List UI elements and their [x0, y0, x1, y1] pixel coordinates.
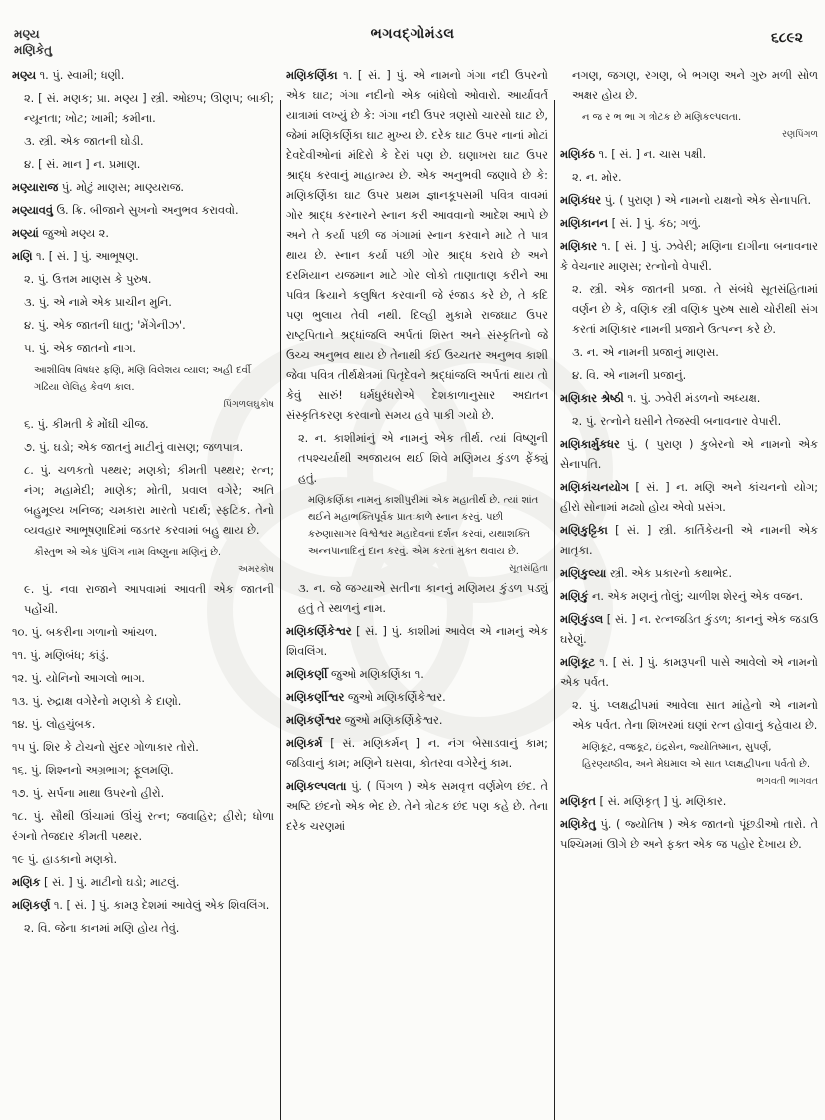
dictionary-entry — [12, 646, 274, 666]
definition-text: ૧. [ સં. ] પું. આભૂષણ. — [35, 250, 139, 263]
definition-text: ૧૦. પું. બકરીના ગળાનો આંચળ. — [12, 626, 158, 639]
definition-text: ૧૬. પું. શિશ્નનો અગ્રભાગ; ફૂલમણિ. — [12, 764, 174, 777]
definition-text: ૧૧. પું. મણિબંધ; કાંડું. — [12, 649, 109, 662]
headword: મણિકર્ણિકા — [286, 69, 338, 82]
page-header — [0, 0, 825, 60]
headword: મણિકુંડલ — [560, 613, 604, 626]
sense-item — [560, 280, 818, 340]
definition-text: ૭. પું. ઘડો; એક જાતનું માટીનું વાસણ; જળપાત્ર. — [24, 441, 244, 454]
definition-text: ૧. [ સં. ] પું. ઝવેરી; મણિના દાગીના બનાવનાર કે વેચનાર માણસ; રત્નોનો વેપારી. — [560, 240, 818, 273]
dictionary-entry — [286, 688, 548, 708]
headword: મણિકૃત — [560, 795, 596, 808]
dictionary-entry — [12, 247, 274, 267]
dictionary-entry — [560, 389, 818, 409]
sense-item — [12, 415, 274, 435]
dictionary-entry — [560, 214, 818, 234]
citation-quote: મણિકૂટ, વજ્રકૂટ, ઇંદ્રસેન, જ્યોતિષ્માન, સુપર્ણ, હિરણ્યષ્ઠીવ, અને મેઘમાલ એ સાત પ્લક્ષદ્વીપના પર્વતો છે. — [582, 742, 811, 770]
definition-text: ૧. [ સં. ] પું. કામરૂપની પાસે આવેલો એ નામનો એક પર્વત. — [560, 656, 818, 689]
book-title: ભગવદ્ગોમંડલ — [370, 26, 455, 42]
sense-item — [12, 339, 274, 359]
dictionary-entry — [560, 435, 818, 475]
definition-text: ૮. પું. ચળકતો પથ્થર; મણકો; કીમતી પથ્થર; રત્ન; નંગ; મહામેદી; માણેક; મોતી, પ્રવાલ વગેરે; અતિ બહુમૂલ્ય ખનિજ; ચમકારા મારતો પદાર્થ; સ્ફટિક. તેનો વ્યવહાર આભૂષણાદિમાં જડતર કરવામાં બહુ થાય છે. — [24, 464, 274, 537]
definition-text: ૨. પું. પ્લક્ષદ્વીપમાં આવેલા સાત માંહેનો એ નામનો એક પર્વત. તેના શિખરમાં ઘણાં રત્ન હોવાનું કહેવાય છે. — [572, 699, 818, 732]
column-1 — [12, 66, 274, 1086]
dictionary-entry — [12, 896, 274, 916]
dictionary-entry — [560, 478, 818, 518]
headword: મણિકર્મ — [286, 737, 323, 750]
sense-item — [12, 293, 274, 313]
definition-text: ૫. પું. એક જાતનો નાગ. — [24, 342, 136, 355]
headword: મણ્યારાજ — [12, 181, 59, 194]
dictionary-entry — [560, 587, 818, 607]
definition-text: ૧૫ પું. શિર કે ટોચનો સુંદર ગોળાકાર તોરો. — [12, 741, 199, 754]
column-2 — [286, 66, 548, 1086]
definition-text: ૧૨. પું. યોનિનો આગલો ભાગ. — [12, 672, 145, 685]
dictionary-columns — [12, 66, 817, 1086]
sense-item — [12, 438, 274, 458]
definition-text: ૩. ન. જે જગ્યાએ સતીના કાનનું મણિમય કુંડળ પડ્યું હતું તે સ્થળનું નામ. — [298, 582, 548, 615]
headword: મણિકાર — [560, 240, 597, 253]
column-divider — [554, 100, 555, 1120]
headword: મણિકંઠ — [560, 148, 595, 161]
sense-item — [12, 919, 274, 939]
definition-text: ૨. વિ. જેના કાનમાં મણિ હોય તેવું. — [24, 922, 180, 935]
headword: મણિકર્ણીશ્વર — [286, 691, 345, 704]
definition-text: ૨. [ સં. મણક; પ્રા. મણ્ય ] સ્ત્રી. ઓછપ; ઊણપ; બાકી; ન્યૂનતા; ખોટ; ખામી; કમીના. — [24, 92, 274, 125]
definition-text: [ સં. ] પું. કંઠ; ગળું. — [611, 217, 702, 230]
citation-source: પિંગળલઘુકોષ — [223, 399, 274, 410]
sense-item — [12, 89, 274, 129]
headword: મણિકલ્પલતા — [286, 780, 347, 793]
sense-item — [12, 155, 274, 175]
definition-text: ૪. વિ. એ નામની પ્રજાનું. — [572, 369, 687, 382]
guide-word-last: મણિકેતુ — [14, 43, 53, 57]
sense-item — [286, 429, 548, 489]
dictionary-entry — [560, 564, 818, 584]
definition-text: ૧૩. પું. રુદ્રાક્ષ વગેરેનો મણકો કે દાણો. — [12, 695, 182, 708]
dictionary-entry — [560, 610, 818, 650]
headword: મણિ — [12, 250, 33, 263]
definition-text: ૪. [ સં. માન ] ન. પ્રમાણ. — [24, 158, 141, 171]
dictionary-entry — [560, 145, 818, 165]
definition-text: ૨. પું. ઉત્તમ માણસ કે પુરુષ. — [24, 273, 152, 286]
dictionary-entry — [560, 66, 818, 106]
dictionary-entry — [286, 777, 548, 837]
dictionary-entry — [560, 792, 818, 812]
dictionary-entry — [286, 711, 548, 731]
citation-quote: ન જ ર ભ ભા ગ ત્રોટક છે મણિકલ્પલતા. — [582, 112, 742, 123]
definition-text: ૨. પું. રત્નોને ઘસીને તેજસ્વી બનાવનાર વેપારી. — [572, 415, 782, 428]
sense-item — [12, 461, 274, 541]
definition-text: જુઓ મણિકર્ણિકેશ્વર. — [347, 691, 446, 704]
dictionary-entry — [560, 815, 818, 855]
definition-text: ૬. પું. કીમતી કે મોંઘી ચીજ. — [24, 418, 149, 431]
definition-text: ૩. પું. એ નામે એક પ્રાચીન મુનિ. — [24, 296, 172, 309]
dictionary-entry — [12, 807, 274, 847]
dictionary-entry — [12, 784, 274, 804]
dictionary-entry — [560, 191, 818, 211]
definition-text: [ સં. ] સ્ત્રી. કાર્તિકેયની એ નામની એક માતૃકા. — [560, 524, 818, 557]
sense-item — [560, 412, 818, 432]
headword: મણિકાનન — [560, 217, 608, 230]
dictionary-entry — [12, 224, 274, 244]
definition-text: ૧૮. પું. સૌથી ઊંચામાં ઊંચું રત્ન; જવાહિર; હીરો; ધોળા રંગનો તેજદાર કીમતી પથ્થર. — [12, 810, 274, 843]
definition-text: ૧. [ સં. ] પું. કામરૂ દેશમાં આવેલું એક શિવલિંગ. — [53, 899, 270, 912]
definition-text: પું. ( પુરાણ ) કુબેરનો એ નામનો એક સેનાપતિ. — [560, 438, 818, 471]
definition-text: ૨. ન. કાશીમાંનું એ નામનું એક તીર્થ. ત્યાં વિષ્ણુની તપશ્ચર્યાથી અજાયબ થઈ શિવે મણિમય કુંડળ ફેંક્યું હતું. — [298, 432, 548, 485]
definition-text: [ સં. મણિકૃત્ ] પું. મણિકાર. — [599, 795, 727, 808]
definition-text: ૪. પું. એક જાતની ધાતુ; 'મેંગેનીઝ'. — [24, 319, 186, 332]
headword: મણિકાર્મુકધર — [560, 438, 620, 451]
sense-item — [12, 580, 274, 620]
definition-text: ૯. પું. નવા રાજાને આપવામાં આવતી એક જાતની પહોંચી. — [24, 583, 274, 616]
definition-text: જુઓ મણિકર્ણિકેશ્વર. — [344, 714, 443, 727]
sense-item — [12, 316, 274, 336]
column-3 — [560, 66, 818, 1086]
headword: મણિકુલ્યા — [560, 567, 607, 580]
definition-text: પું. ( જ્યોતિષ ) એક જાતનો પૂંછડીઓ તારો. તે પશ્ચિમમાં ઊગે છે અને ફક્ત એક જ પહોર દેખાય છે. — [560, 818, 818, 851]
dictionary-entry — [12, 761, 274, 781]
dictionary-entry — [12, 201, 274, 221]
headword: મણિકર્ણ — [12, 899, 51, 912]
headword: મણ્ય — [12, 69, 37, 82]
definition-text: [ સં. ] પું. માટીનો ઘડો; માટલું. — [43, 876, 180, 889]
definition-text: પું. ( પુરાણ ) એ નામનો યક્ષનો એક સેનાપતિ. — [604, 194, 812, 207]
definition-text: ૧. પું. ઝવેરી મંડળનો અધ્યક્ષ. — [627, 392, 761, 405]
column-divider — [280, 100, 281, 1120]
definition-text: ૧૪. પું. લોહચુંબક. — [12, 718, 96, 731]
dictionary-entry — [12, 623, 274, 643]
citation-source: સૂતસંહિતા — [508, 563, 548, 574]
citation-quote: કૌસ્તુભ એ એક પુંલિંગ નામ વિષ્ણુના મણિનું છે. — [34, 547, 222, 558]
headword: મણિકું — [560, 590, 589, 603]
dictionary-entry — [12, 66, 274, 86]
dictionary-entry — [12, 692, 274, 712]
guide-word-first: મણ્ય — [14, 27, 40, 41]
sense-item — [560, 168, 818, 188]
definition-text: જુઓ મણ્ય ૨. — [42, 227, 109, 240]
definition-text: પું. મોટું માણસ; માણ્યરાજ. — [61, 181, 185, 194]
dictionary-entry — [12, 873, 274, 893]
headword: મણિકર્ણિકેશ્વર — [286, 625, 352, 638]
sense-item — [560, 696, 818, 736]
headword: મણિકર્ણી — [286, 668, 328, 681]
sense-item — [12, 270, 274, 290]
definition-text: નગણ, જગણ, રગણ, બે ભગણ અને ગુરુ મળી સોળ અક્ષર હોય છે. — [572, 69, 818, 102]
definition-text: [ સં. ] ન. મણિ અને કાંચનનો યોગ; હીરો સોનામાં મઢ્યો હોય એવો પ્રસંગ. — [560, 481, 818, 514]
headword: મણિકૂટ — [560, 656, 595, 669]
definition-text: ૧૯ પું. હાડકાનો મણકો. — [12, 853, 118, 866]
headword: મણિકંધર — [560, 194, 601, 207]
headword: મણિક — [12, 876, 41, 889]
definition-text: ૨. સ્ત્રી. એક જાતની પ્રજા. તે સંબંધે સૂતસંહિતામાં વર્ણન છે કે, વણિક સ્ત્રી વણિક પુરુષ સાથે ચોરીથી સંગ કરતાં મણિકાર નામની પ્રજાને ઉત્પન્ન કરે છે. — [572, 283, 818, 336]
definition-text: ૩. સ્ત્રી. એક જાતની ઘોડી. — [24, 135, 144, 148]
page-number: ૬૮૯૨ — [770, 30, 803, 46]
dictionary-entry — [12, 669, 274, 689]
dictionary-entry — [286, 734, 548, 774]
dictionary-entry — [560, 237, 818, 277]
definition-text: સ્ત્રી. એક પ્રકારનો કથાભેદ. — [609, 567, 732, 580]
headword: મણ્યાં — [12, 227, 39, 240]
citation-source: ભગવતી ભાગવત — [756, 776, 818, 787]
dictionary-entry — [286, 622, 548, 662]
headword: મણિકુટ્ટિકા — [560, 524, 608, 537]
definition-text: ૨. ન. મોર. — [572, 171, 622, 184]
headword: મણિકાર શ્રેષ્ઠી — [560, 392, 624, 405]
headword: મણિકેતુ — [560, 818, 596, 831]
definition-text: ૩. ન. એ નામની પ્રજાનું માણસ. — [572, 346, 719, 359]
dictionary-entry — [12, 850, 274, 870]
sense-item — [12, 132, 274, 152]
dictionary-entry — [12, 715, 274, 735]
citation-source: રણપિંગળ — [782, 129, 818, 140]
definition-text: ન. એક મણનું તોલું; ચાળીશ શેરનું એક વજન. — [591, 590, 804, 603]
definition-text: ઉ. ક્રિ. બીજાને સુખનો અનુભવ કરાવવો. — [56, 204, 239, 217]
sense-item — [560, 366, 818, 386]
sense-item — [286, 579, 548, 619]
citation-quote: આશીવિષ વિષધર ફણિ, મણિ વિલેશય વ્યાલ; અહી દર્વી ગઢિયા લેલિહ કેવળ કાલ. — [34, 365, 251, 393]
definition-text: પું. ( પિંગળ ) એક સમવૃત્ત વર્ણમેળ છંદ. તે અષ્ટિ છંદનો એક ભેદ છે. તેને ત્રોટક છંદ પણ કહે છે. તેના દરેક ચરણમાં — [286, 780, 548, 833]
headword: મણ્યાવવું — [12, 204, 53, 217]
definition-text: [ સં. મણિકર્મન્ ] ન. નંગ બેસાડવાનું કામ; જડિવાનું કામ; મણિને ઘસવા, કોતરવા વગેરેનું કામ. — [286, 737, 548, 770]
citation-source: અમરકોષ — [237, 564, 274, 575]
definition-text: ૧. [ સં. ] ન. ચાસ પક્ષી. — [598, 148, 707, 161]
dictionary-entry — [560, 521, 818, 561]
citation-quote: મણિકર્ણિકા નામનું કાશીપુરીમાં એક મહાતીર્થ છે. ત્યાં શાંત થઈને મહાભક્તિપૂર્વક પ્રાતઃકાળે સ્નાન કરવું. પછી કરુણાસાગર વિશ્વેશ્વર મહાદેવનાં દર્શન કરવાં, યથાશક્તિ અન્નપાનાદિનું દાન કરવું. એમ કરતાં મુક્ત થવાય છે. — [308, 495, 539, 557]
definition-text: ૧૭. પું. સર્પના માથા ઉપરનો હીરો. — [12, 787, 165, 800]
dictionary-entry — [286, 665, 548, 685]
definition-text: [ સં. ] પું. કાશીમાં આવેલ એ નામનું એક શિવલિંગ. — [286, 625, 548, 658]
definition-text: ૧. પું. સ્વામી; ધણી. — [39, 69, 125, 82]
headword: મણિકાંચનયોગ — [560, 481, 629, 494]
sense-item — [560, 343, 818, 363]
dictionary-entry — [286, 66, 548, 426]
definition-text: [ સં. ] ન. રત્નજડિત કુંડળ; કાનનું એક જડાઉ ઘરેણું. — [560, 613, 818, 646]
dictionary-entry — [560, 653, 818, 693]
dictionary-entry — [12, 178, 274, 198]
headword: મણિકર્ણેશ્વર — [286, 714, 342, 727]
dictionary-entry — [12, 738, 274, 758]
definition-text: ૧. [ સં. ] પું. એ નામનો ગંગા નદી ઉપરનો એક ઘાટ; ગંગા નદીનો એક બાંધેલો ઓવારો. આર્યાવર્ત યાત્રામાં લખ્યું છે કે: ગંગા નદી ઉપર ત્રણસો ચારસો ઘાટ છે, જેમાં મણિકર્ણિકા ઘાટ મુખ્ય છે. દરેક ઘાટ ઉપર નાનાં મોટાં દેવદેવીઓનાં મંદિરો કે દેરાં પણ છે. ઘણાખરા ઘાટ ઉપર શ્રાદ્ધ કરવાનું માહાત્મ્ય છે. એક અનુભવી જણાવે છે કે: મણિકર્ણિકા ઘાટ ઉપર પ્રથમ જ્ઞાનકૂપસમી પવિત્ર વાવમાં ગોર શ્રાદ્ધ કરનારને સ્નાન કરી આવવાનો આદેશ આપે છે અને તે કર્યા પછી જ ગંગામાં સ્નાન કરવાને માટે તે પાત્ર થાય છે. સ્નાન કર્યા પછી ગોર શ્રાદ્ધ કરાવે છે અને દરમિયાન યજમાન માટે ગોર લોકો તાણાતાણ કરીને આ પવિત્ર ક્રિયાને કલુષિત કરવાની જે રંજાડ કરે છે, તે કદિ પણ ભુલાય તેવી નથી. દિલ્હી મુકામે રાજઘાટ ઉપર રાષ્ટ્રપિતાને શ્રદ્ધાંજલિ અર્પતાં શિસ્ત અને સંસ્કૃતિનો જે ઉચ્ચ અનુભવ થાય છે તેનાથી કંઈ ઉચ્ચતર અનુભવ કાશી જેવા પવિત્ર તીર્થક્ષેત્રમાં પિતૃદેવને શ્રદ્ધાંજલિ અર્પતાં થાય તો કેવું સારું! ધર્મધુરંધરોએ દેશકાળાનુસાર અદ્યતન સંસ્કૃતિકરણ કરવાનો સમય હવે પાકી ગયો છે. — [286, 69, 548, 422]
definition-text: જુઓ મણિકર્ણિકા ૧. — [331, 668, 424, 681]
